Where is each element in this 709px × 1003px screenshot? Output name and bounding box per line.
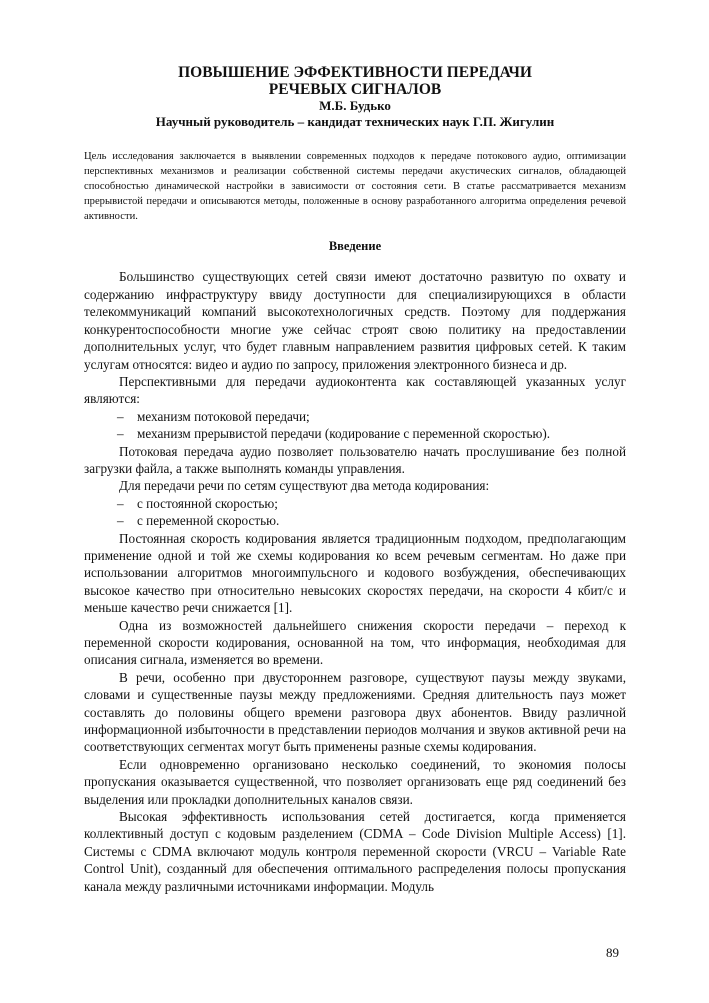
list-item — [84, 512, 626, 529]
paper-title-line-2: РЕЧЕВЫХ СИГНАЛОВ — [268, 81, 442, 98]
paragraph: Одна из возможностей дальнейшего снижения скорости передачи – переход к переменной скорости кодирования, основанной на том, что информация, необходимая для описания сигнала, изменяется во времени. — [84, 617, 626, 668]
paragraph: Потоковая передача аудио позволяет пользователю начать прослушивание без полной загрузки файла, а также выполнять команды управления. — [84, 443, 626, 476]
paragraph: Для передачи речи по сетям существуют два метода кодирования: — [119, 478, 490, 494]
paragraph: Если одновременно организовано несколько соединений, то экономия полосы пропускания оказывается существенной, что позволяет организовать еще ряд соединений без выделения или прокладки дополнительных каналов связи. — [84, 756, 626, 807]
paragraph: Большинство существующих сетей связи имеют достаточно развитую по охвату и содержанию инфраструктуру ввиду доступности для специализирующихся в области телекоммуникаций компаний высокотехнологичных средств. Поэтому для поддержания конкурентоспособности многие уже сейчас строят свою политику на предоставлении дополнительных услуг, что будет главным направлением развития цифровых сетей. К таким услугам относятся: видео и аудио по запросу, приложения электронного бизнеса и др. — [84, 269, 626, 372]
abstract: Цель исследования заключается в выявлении современных подходов к передаче потокового аудио, оптимизации перспективных механизмов и реализации собственной системы передачи акустических сигналов, обладающей способностью динамической настройки в зависимости от состояния сети. В статье рассматривается механизм прерывистой передачи и описываются методы, положенные в основу разработанного алгоритма определения речевой активности. — [84, 151, 626, 223]
body-text — [84, 268, 626, 895]
page-content — [84, 64, 626, 895]
list-item — [84, 425, 626, 442]
paragraph: Перспективными для передачи аудиоконтента как составляющей указанных услуг являются: — [84, 373, 626, 407]
paragraph: Постоянная скорость кодирования является традиционным подходом, предполагающим применение одной и той же схемы кодирования ко всем речевым сегментам. Но даже при использовании алгоритмов многоимпульсного и кодового возбуждения, обеспечивающих высокое качество при относительно невысоких скоростях передачи, на скорости 4 кбит/с и меньше качество речи снижается [1]. — [84, 530, 626, 616]
paragraph: Высокая эффективность использования сетей достигается, когда применяется коллективный доступ с кодовым разделением (CDMA – Code Division Multiple Access) [1]. Системы с CDMA включают модуль контроля переменной скорости (VRCU – Variable Rate Control Unit), созданный для обеспечения оптимального распределения полосы пропускания канала между различными источниками информации. Модуль — [84, 809, 626, 894]
list-marker: – — [117, 495, 124, 511]
list-item-text: механизм прерывистой передачи (кодирование с переменной скоростью). — [137, 426, 551, 442]
list-item-text: с постоянной скоростью; — [137, 495, 278, 511]
list-marker: – — [117, 408, 124, 424]
section-heading-introduction: Введение — [328, 239, 382, 254]
paper-title-line-1: ПОВЫШЕНИЕ ЭФФЕКТИВНОСТИ ПЕРЕДАЧИ — [178, 64, 532, 81]
list-item-text: механизм потоковой передачи; — [137, 408, 310, 424]
supervisor-line: Научный руководитель – кандидат технических наук Г.П. Жигулин — [155, 114, 555, 129]
author-name: М.Б. Будько — [319, 98, 391, 113]
list-item-text: с переменной скоростью. — [137, 513, 280, 529]
page-number: 89 — [606, 945, 619, 960]
list-marker: – — [117, 426, 124, 442]
paragraph: В речи, особенно при двустороннем разговоре, существуют паузы между звуками, словами и существенные паузы между предложениями. Средняя длительность пауз может составлять до половины общего времени разговора двух абонентов. Ввиду различной информационной избыточности в представлении периодов молчания и звуков активной речи на соответствующих сегментах могут быть применены разные схемы кодирования. — [84, 669, 626, 755]
list-item — [84, 495, 626, 512]
list-marker: – — [117, 513, 124, 529]
list-item — [84, 408, 626, 425]
